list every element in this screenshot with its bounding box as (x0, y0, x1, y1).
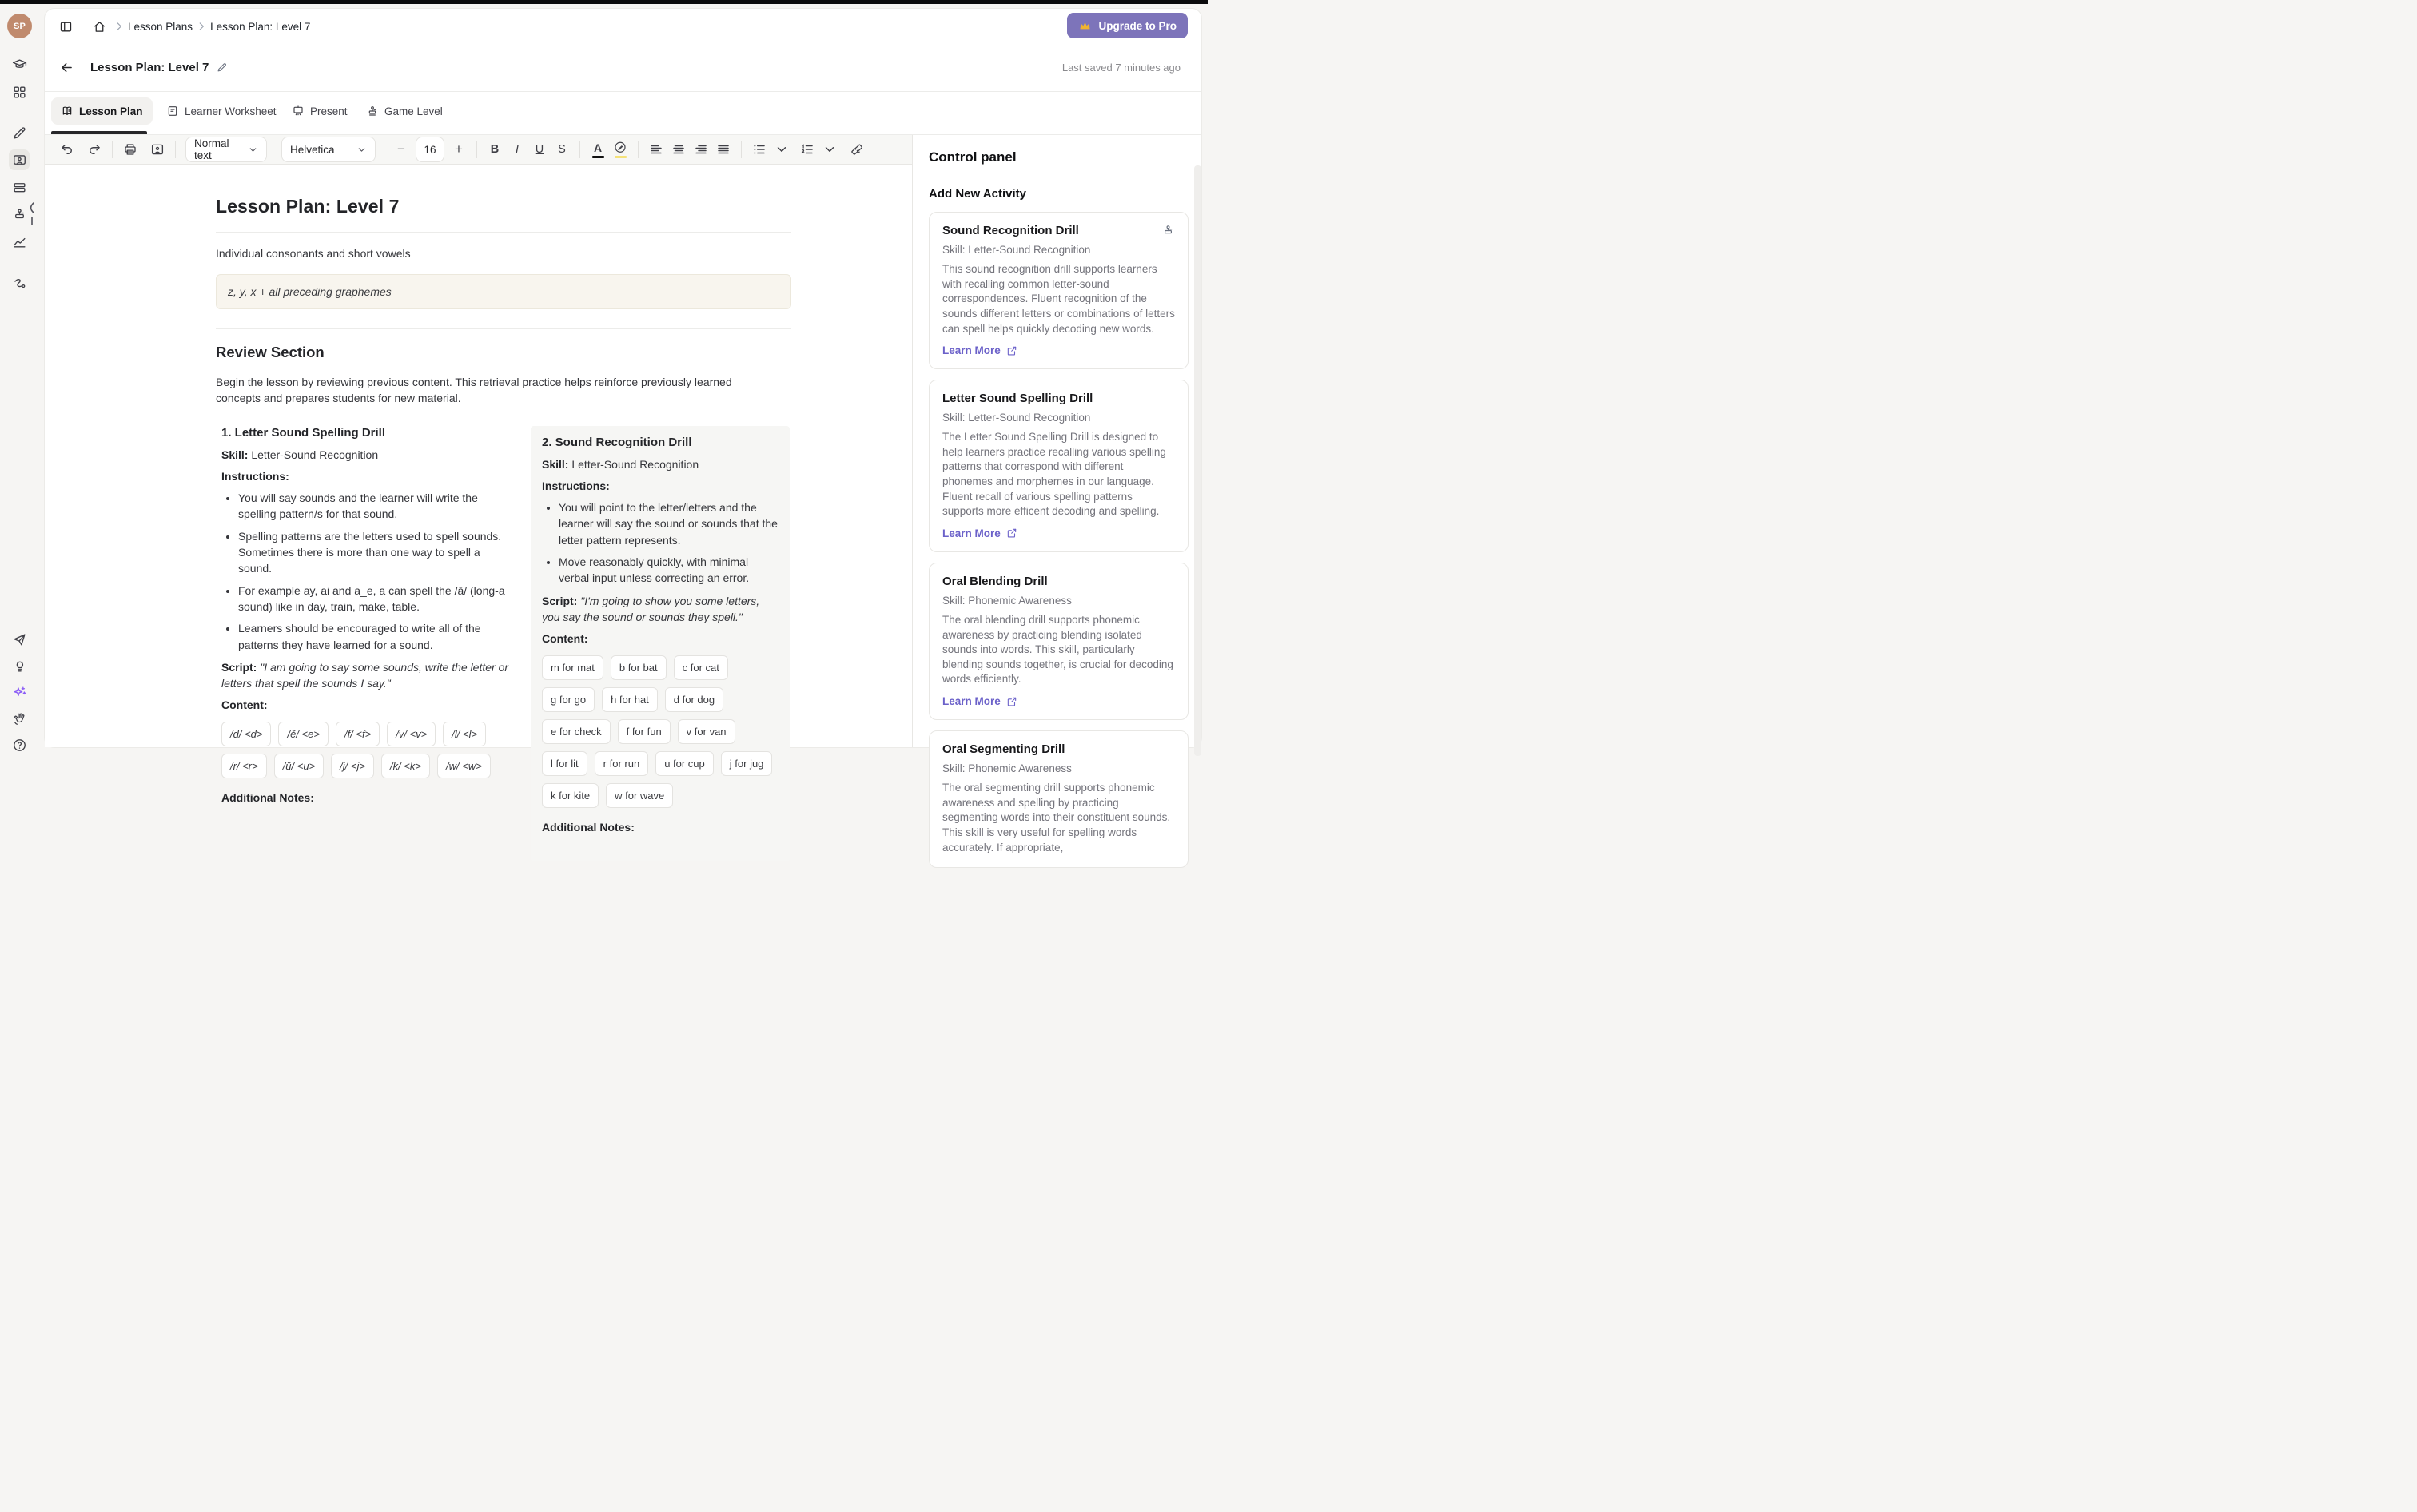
activity-card-title: Sound Recognition Drill (942, 224, 1079, 237)
lightbulb-icon[interactable] (9, 655, 30, 676)
pencil-icon[interactable] (9, 122, 30, 143)
content-chip[interactable]: g for go (542, 687, 595, 712)
main-window (45, 9, 1201, 853)
bullet-list-button[interactable] (748, 138, 770, 161)
activity-card[interactable] (929, 563, 1189, 720)
back-button[interactable] (54, 56, 78, 80)
numbered-list-chevron[interactable] (818, 138, 841, 161)
content-chip[interactable]: k for kite (542, 783, 599, 808)
activity-card[interactable] (929, 380, 1189, 552)
chevron-down-icon (356, 145, 367, 155)
present-preview-button[interactable] (146, 138, 169, 161)
document-header (45, 44, 1201, 92)
activity-card-description: This sound recognition drill supports learners with recalling common letter-sound correspondences. Fluent recognition of the sounds different letters or combinations of letters can spell helps quickly decoding new words. (942, 263, 1175, 335)
activity-card-title: Oral Segmenting Drill (942, 742, 1065, 756)
left-icon-rail (0, 4, 45, 756)
content-chip[interactable]: m for mat (542, 655, 603, 680)
analytics-chart-icon[interactable] (9, 231, 30, 252)
content-chip[interactable]: /r/ <r> (221, 754, 267, 778)
toolbar-separator (579, 141, 580, 158)
numbered-list-button[interactable] (796, 138, 818, 161)
content-chip[interactable]: d for dog (665, 687, 723, 712)
activity-card-description: The oral blending drill supports phonemic awareness by practicing blending isolated sounds into words. This skill, particularly blending sounds together, is crucial for decoding words efficiently. (942, 613, 1173, 686)
book-open-icon (61, 105, 74, 117)
drill-script: "I'm going to show you some letters, you say the sound or sounds they spell." (542, 594, 760, 623)
page-title: Lesson Plan: Level 7 (90, 61, 209, 74)
content-chip[interactable]: v for van (678, 719, 735, 744)
instruction-item: • For example ay, ai and a_e, a can spell the /ā/ (long-a sound) like in day, train, make, table. (238, 583, 512, 615)
activity-card-description: The Letter Sound Spelling Drill is designed to help learners practice recalling various spelling patterns that correspond with different phonemes and morphemes in our language. Fluent recall of various spelling patterns supports more efficent decoding and spelling. (942, 431, 1166, 518)
activity-card-skill: Skill: Phonemic Awareness (942, 594, 1072, 607)
content-chip[interactable]: h for hat (602, 687, 658, 712)
activity-card-title: Oral Blending Drill (942, 574, 1048, 588)
text-color-swatch (592, 156, 604, 159)
content-chip[interactable]: j for jug (721, 751, 773, 776)
toolbar-separator (476, 141, 477, 158)
worksheet-icon (166, 105, 179, 117)
students-icon[interactable] (9, 54, 30, 75)
game-stamp-icon (366, 105, 379, 117)
ai-sparkles-icon[interactable] (9, 682, 30, 702)
breadcrumb-current-page[interactable]: Lesson Plan: Level 7 (210, 20, 311, 33)
activity-card-description: The oral segmenting drill supports phonemic awareness and spelling by practicing segmenting words into their constituent sounds. This skill is very useful for spelling words accurately. If appropriate, (942, 782, 1171, 853)
divider (216, 328, 791, 329)
content-chip[interactable]: /j/ <j> (331, 754, 374, 778)
toolbar-separator (112, 141, 113, 158)
content-chip[interactable]: /d/ <d> (221, 722, 271, 746)
instruction-item: • Move reasonably quickly, with minimal verbal input unless correcting an error. (559, 554, 778, 587)
align-center-button[interactable] (667, 138, 690, 161)
content-chip[interactable]: w for wave (606, 783, 673, 808)
paragraph-style-select[interactable]: Normal text (185, 137, 267, 162)
tab-present[interactable]: Present (282, 97, 357, 125)
learn-more-link[interactable] (942, 527, 1175, 539)
increase-font-button[interactable]: + (455, 141, 463, 157)
activity-card-skill: Skill: Letter-Sound Recognition (942, 244, 1091, 256)
undo-button[interactable] (56, 138, 78, 161)
breadcrumb-chevron-icon (113, 21, 125, 32)
window-top-edge (0, 0, 1208, 4)
breadcrumb-chevron-icon (196, 21, 207, 32)
drill-content-chips (221, 722, 512, 778)
external-link-icon (1006, 527, 1017, 539)
content-chip[interactable]: b for bat (611, 655, 667, 680)
align-left-button[interactable] (645, 138, 667, 161)
drill-skill: Letter-Sound Recognition (251, 448, 379, 461)
edit-title-icon[interactable] (216, 62, 228, 74)
content-chip[interactable]: e for check (542, 719, 611, 744)
control-panel-title: Control panel (929, 149, 1017, 165)
redo-button[interactable] (83, 138, 106, 161)
drill-heading: 2. Sound Recognition Drill (542, 435, 692, 449)
document-canvas[interactable] (45, 165, 912, 834)
learn-more-label: Learn More (942, 344, 1001, 357)
control-panel (912, 135, 1201, 853)
italic-button[interactable]: I (515, 143, 520, 156)
activity-card-skill: Skill: Letter-Sound Recognition (942, 412, 1091, 424)
dashboard-grid-icon[interactable] (9, 82, 30, 102)
stamp-icon (1161, 224, 1175, 237)
highlight-color-button[interactable] (609, 138, 631, 161)
editor-toolbar (45, 135, 912, 165)
activity-card[interactable] (929, 730, 1189, 868)
breadcrumb-lesson-plans[interactable]: Lesson Plans (128, 20, 193, 33)
content-chip[interactable]: /w/ <w> (437, 754, 491, 778)
avatar[interactable]: SP (7, 14, 32, 38)
instruction-item: • You will say sounds and the learner will write the spelling pattern/s for that sound. (238, 490, 512, 523)
send-icon[interactable] (9, 629, 30, 650)
content-chip[interactable]: u for cup (655, 751, 714, 776)
strikethrough-button[interactable]: S (558, 143, 566, 156)
underline-button[interactable]: U (535, 143, 544, 156)
font-size-input[interactable]: 16 (416, 137, 444, 162)
sidebar-drag-handle[interactable] (29, 202, 35, 230)
activity-card[interactable] (929, 212, 1189, 369)
highlight-color-swatch (615, 156, 627, 159)
tab-lesson-plan[interactable]: Lesson Plan (51, 97, 153, 125)
help-icon[interactable] (9, 734, 30, 755)
attachment-ruler-icon[interactable] (846, 138, 868, 161)
drill-sound-recognition: 2. Sound Recognition Drill Skill: Letter-Sound Recognition Instructions: • You will point to the letter/letters and the learner will say the sound or sounds that the letter pattern represents. • Move reasonably quickly, with minimal verbal input unless correcting an error. Script: "I'm going to show you some letters, you say the sound or sounds they spell." Content: m for mat b for bat c for cat g for go h for hat d for dog e for check f for fun v for van l for lit r for run u for cup j for jug k for kite w for wave Additional Notes: (531, 426, 790, 861)
activity-card-list (929, 212, 1189, 868)
align-justify-button[interactable] (712, 138, 735, 161)
content-chip[interactable]: /ŭ/ <u> (274, 754, 324, 778)
top-bar (45, 9, 1201, 44)
external-link-icon (1006, 696, 1017, 707)
learn-more-link[interactable] (942, 344, 1175, 356)
learning-path-icon[interactable] (9, 273, 30, 293)
instruction-item: • Spelling patterns are the letters used to spell sounds. Sometimes there is more than one way to spell a sound. (238, 528, 512, 577)
review-section-body: Begin the lesson by reviewing previous content. This retrieval practice helps reinforce previously learned concepts and prepares students for new material. (216, 376, 732, 405)
drill-instructions-list (238, 490, 512, 653)
toolbar-separator (741, 141, 742, 158)
home-icon[interactable] (88, 15, 110, 38)
last-saved-status: Last saved 7 minutes ago (1061, 62, 1181, 74)
content-chip[interactable]: /k/ <k> (381, 754, 430, 778)
drill-content-chips (542, 655, 778, 808)
lesson-presentation-icon[interactable] (9, 149, 30, 170)
stamp-icon[interactable] (9, 204, 30, 225)
content-chip[interactable]: /f/ <f> (336, 722, 380, 746)
panel-toggle-icon[interactable] (54, 15, 77, 38)
tab-bar (45, 92, 1201, 135)
external-link-icon (1006, 345, 1017, 356)
easel-icon (292, 105, 305, 117)
content-chip[interactable]: /ĕ/ <e> (278, 722, 328, 746)
font-family-select[interactable]: Helvetica (281, 137, 376, 162)
instruction-item: • Learners should be encouraged to write all of the patterns they have learned for a sound. (238, 620, 512, 653)
drill-instructions-list (559, 499, 778, 586)
chevron-down-icon (248, 145, 258, 155)
drill-letter-sound-spelling: 1. Letter Sound Spelling Drill Skill: Letter-Sound Recognition Instructions: • You will say sounds and the learner will write the spelling pattern/s for that sound. • Spelling patterns are the letters used to spell sounds. Sometimes there is more than one way to spell a sound. • For example ay, ai and a_e, a can spell the /ā/ (long-a sound) like in day, train, make, table. • Learners should be encouraged to write all of the patterns they have learned for a sound. Script: "I am going to say some sounds, write the letter or letters that spell the sounds I say." Content: /d/ <d> /ĕ/ <e> /f/ <f> /v/ <v> /l/ <l> /r/ <r> /ŭ/ <u> /j/ <j> /k/ <k> /w/ <w> Additional Notes: (216, 426, 512, 811)
toolbar-separator (175, 141, 176, 158)
tab-learner-worksheet[interactable]: Learner Worksheet (157, 97, 286, 125)
activity-card-skill: Skill: Phonemic Awareness (942, 762, 1072, 774)
text-color-button[interactable]: A (587, 138, 609, 161)
align-right-button[interactable] (690, 138, 712, 161)
bullet-list-chevron[interactable] (770, 138, 793, 161)
drill-heading: 1. Letter Sound Spelling Drill (221, 425, 386, 440)
crown-icon (1078, 19, 1092, 33)
drill-script: "I am going to say some sounds, write the letter or letters that spell the sounds I say." (221, 660, 509, 690)
drill-skill: Letter-Sound Recognition (571, 457, 699, 471)
decrease-font-button[interactable]: − (397, 141, 405, 157)
review-section-heading: Review Section (216, 344, 325, 360)
content-chip[interactable]: r for run (595, 751, 649, 776)
learn-more-label: Learn More (942, 695, 1001, 707)
doc-title: Lesson Plan: Level 7 (216, 196, 400, 217)
app-screen (0, 0, 1208, 853)
scrollbar-track[interactable] (1194, 165, 1201, 756)
divider (216, 232, 791, 233)
content-chip[interactable]: /v/ <v> (387, 722, 436, 746)
print-button[interactable] (119, 138, 141, 161)
focus-graphemes-box: z, y, x + all preceding graphemes (216, 274, 791, 309)
doc-lead-text: Individual consonants and short vowels (216, 247, 411, 260)
active-tab-underline (51, 131, 147, 134)
content-chip[interactable]: l for lit (542, 751, 587, 776)
waving-hand-icon[interactable] (9, 708, 30, 729)
content-chip[interactable]: /l/ <l> (443, 722, 486, 746)
content-chip[interactable]: f for fun (618, 719, 671, 744)
bold-button[interactable]: B (490, 143, 500, 156)
add-new-activity-heading: Add New Activity (929, 187, 1026, 201)
learn-more-link[interactable] (942, 695, 1175, 707)
learn-more-label: Learn More (942, 527, 1001, 539)
upgrade-to-pro-button[interactable]: Upgrade to Pro (1067, 13, 1188, 38)
instruction-item: • You will point to the letter/letters and the learner will say the sound or sounds that the letter pattern represents. (559, 499, 778, 548)
content-chip[interactable]: c for cat (674, 655, 728, 680)
rows-icon[interactable] (9, 177, 30, 197)
toolbar-separator (638, 141, 639, 158)
tab-game-level[interactable]: Game Level (356, 97, 452, 125)
activity-card-title: Letter Sound Spelling Drill (942, 392, 1093, 406)
